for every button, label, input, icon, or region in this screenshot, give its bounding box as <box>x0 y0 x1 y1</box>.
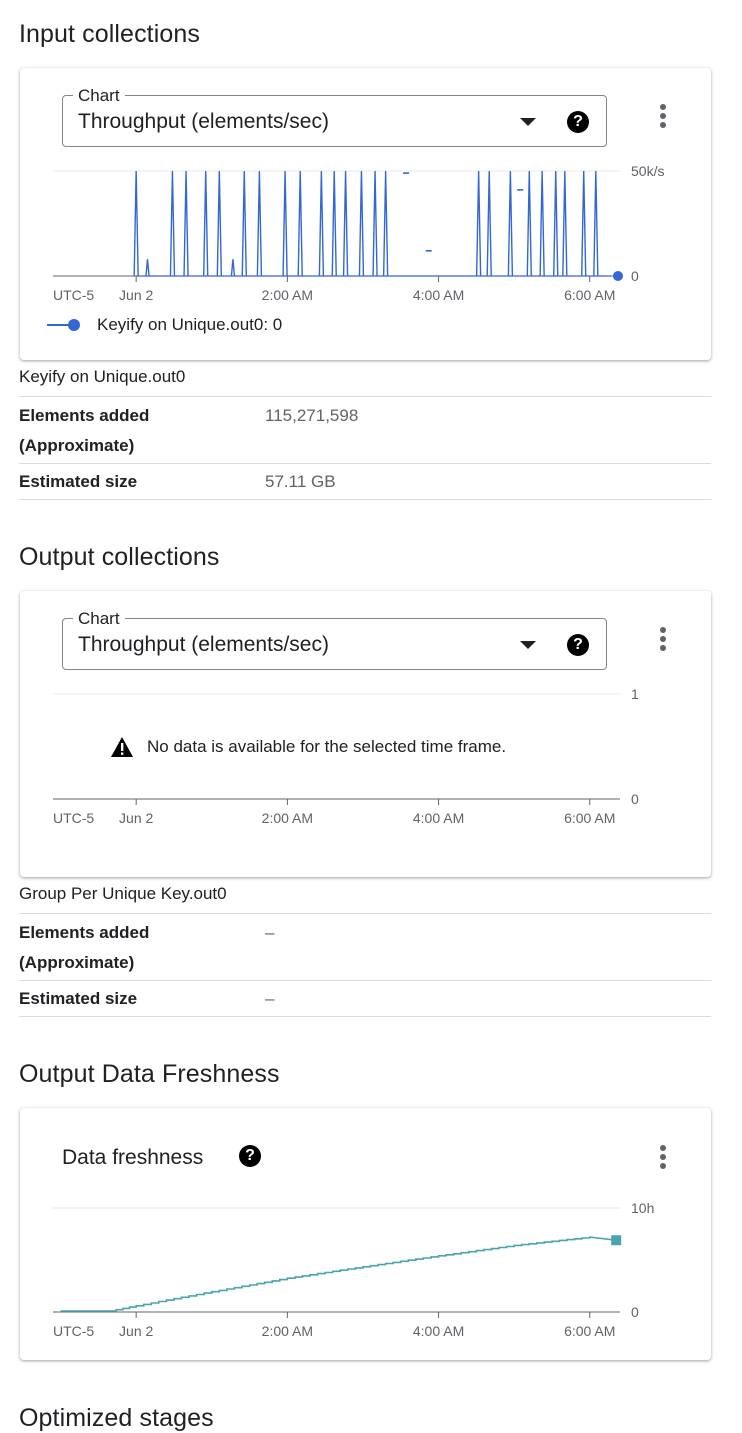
throughput-small-spike <box>146 259 149 276</box>
estimated-size-value: – <box>265 989 275 1008</box>
last-value-marker <box>611 1235 621 1245</box>
no-data-text: No data is available for the selected time frame. <box>147 737 507 756</box>
elements-added-label: Elements added <box>19 923 150 942</box>
throughput-spike <box>563 171 567 276</box>
help-icon[interactable]: ? <box>239 1145 261 1167</box>
throughput-spike <box>582 171 586 276</box>
data-freshness-card <box>20 1108 711 1360</box>
output-collection-name: Group Per Unique Key.out0 <box>19 884 227 903</box>
x-tick-label: 6:00 AM <box>564 1323 616 1339</box>
throughput-spike <box>373 171 377 276</box>
legend-line-swatch <box>47 324 69 326</box>
y-tick-label: 0 <box>631 791 639 807</box>
input-collection-name: Keyify on Unique.out0 <box>19 367 186 386</box>
elements-added-label-approx: (Approximate) <box>19 953 135 972</box>
x-tick-label: 2:00 AM <box>261 1323 314 1339</box>
x-tick-label: 2:00 AM <box>261 287 314 303</box>
throughput-spike <box>487 171 491 276</box>
y-tick-label: 0 <box>631 1304 639 1320</box>
throughput-spike <box>319 171 323 276</box>
chart-select-label: Chart <box>73 86 125 106</box>
throughput-spike <box>170 171 174 276</box>
x-tick-label: Jun 2 <box>119 810 154 826</box>
throughput-spike <box>527 171 531 276</box>
output-collections-title: Output collections <box>19 543 220 571</box>
data-freshness-chart <box>20 1108 711 1353</box>
optimized-stages-title: Optimized stages <box>19 1404 214 1432</box>
output-throughput-card <box>20 591 711 877</box>
throughput-spike <box>204 171 208 276</box>
y-tick-label: 1 <box>631 686 639 702</box>
x-tick-label-timezone: UTC-5 <box>53 1323 95 1339</box>
x-tick-label-timezone: UTC-5 <box>53 810 95 826</box>
throughput-spike <box>242 171 246 276</box>
input-collections-title: Input collections <box>19 20 200 48</box>
x-tick-label: 4:00 AM <box>412 1323 465 1339</box>
last-value-marker <box>613 271 623 281</box>
chart-select-value: Throughput (elements/sec) <box>78 110 329 133</box>
x-tick-label: 2:00 AM <box>261 810 314 826</box>
throughput-small-spike <box>231 259 234 276</box>
y-tick-label: 0 <box>631 268 639 284</box>
input-throughput-chart <box>20 68 711 313</box>
output-throughput-chart <box>20 591 711 836</box>
data-freshness-title: Data freshness <box>62 1146 204 1169</box>
legend-dot-swatch <box>68 319 80 331</box>
throughput-spike <box>134 171 138 276</box>
input-throughput-card <box>20 68 711 360</box>
estimated-size-label: Estimated size <box>19 472 138 491</box>
x-tick-label-timezone: UTC-5 <box>53 287 95 303</box>
estimated-size-value: 57.11 GB <box>265 472 336 491</box>
chart-select-label: Chart <box>73 609 125 629</box>
throughput-spike <box>298 171 302 276</box>
y-tick-label: 50k/s <box>631 163 665 179</box>
throughput-spike <box>477 171 481 276</box>
throughput-spike <box>508 171 512 276</box>
estimated-size-row <box>19 980 711 1017</box>
throughput-spike <box>384 171 388 276</box>
x-tick-label: 6:00 AM <box>564 810 616 826</box>
elements-added-row <box>19 913 711 980</box>
throughput-spike <box>217 171 221 276</box>
freshness-line <box>61 1237 617 1311</box>
x-tick-label: 4:00 AM <box>412 287 465 303</box>
throughput-spike <box>540 171 544 276</box>
x-tick-label: 6:00 AM <box>564 287 616 303</box>
elements-added-value: – <box>265 923 275 942</box>
throughput-spike <box>554 171 558 276</box>
estimated-size-row <box>19 463 711 500</box>
elements-added-label: Elements added <box>19 406 150 425</box>
throughput-spike <box>332 171 336 276</box>
legend-label: Keyify on Unique.out0: 0 <box>97 315 283 334</box>
elements-added-label-approx: (Approximate) <box>19 436 135 455</box>
x-tick-label: 4:00 AM <box>412 810 465 826</box>
throughput-spike <box>359 171 363 276</box>
x-tick-label: Jun 2 <box>119 1323 154 1339</box>
throughput-spike <box>344 171 348 276</box>
warning-icon <box>110 736 134 758</box>
chart-select-value: Throughput (elements/sec) <box>78 633 329 656</box>
x-tick-label: Jun 2 <box>119 287 154 303</box>
throughput-spike <box>594 171 598 276</box>
elements-added-row <box>19 396 711 463</box>
elements-added-value: 115,271,598 <box>265 406 359 425</box>
output-data-freshness-title: Output Data Freshness <box>19 1060 280 1088</box>
throughput-spike <box>184 171 188 276</box>
help-icon[interactable]: ? <box>567 634 589 656</box>
help-icon[interactable]: ? <box>567 111 589 133</box>
y-tick-label: 10h <box>631 1200 655 1216</box>
estimated-size-label: Estimated size <box>19 989 138 1008</box>
throughput-spike <box>257 171 261 276</box>
throughput-spike <box>283 171 287 276</box>
